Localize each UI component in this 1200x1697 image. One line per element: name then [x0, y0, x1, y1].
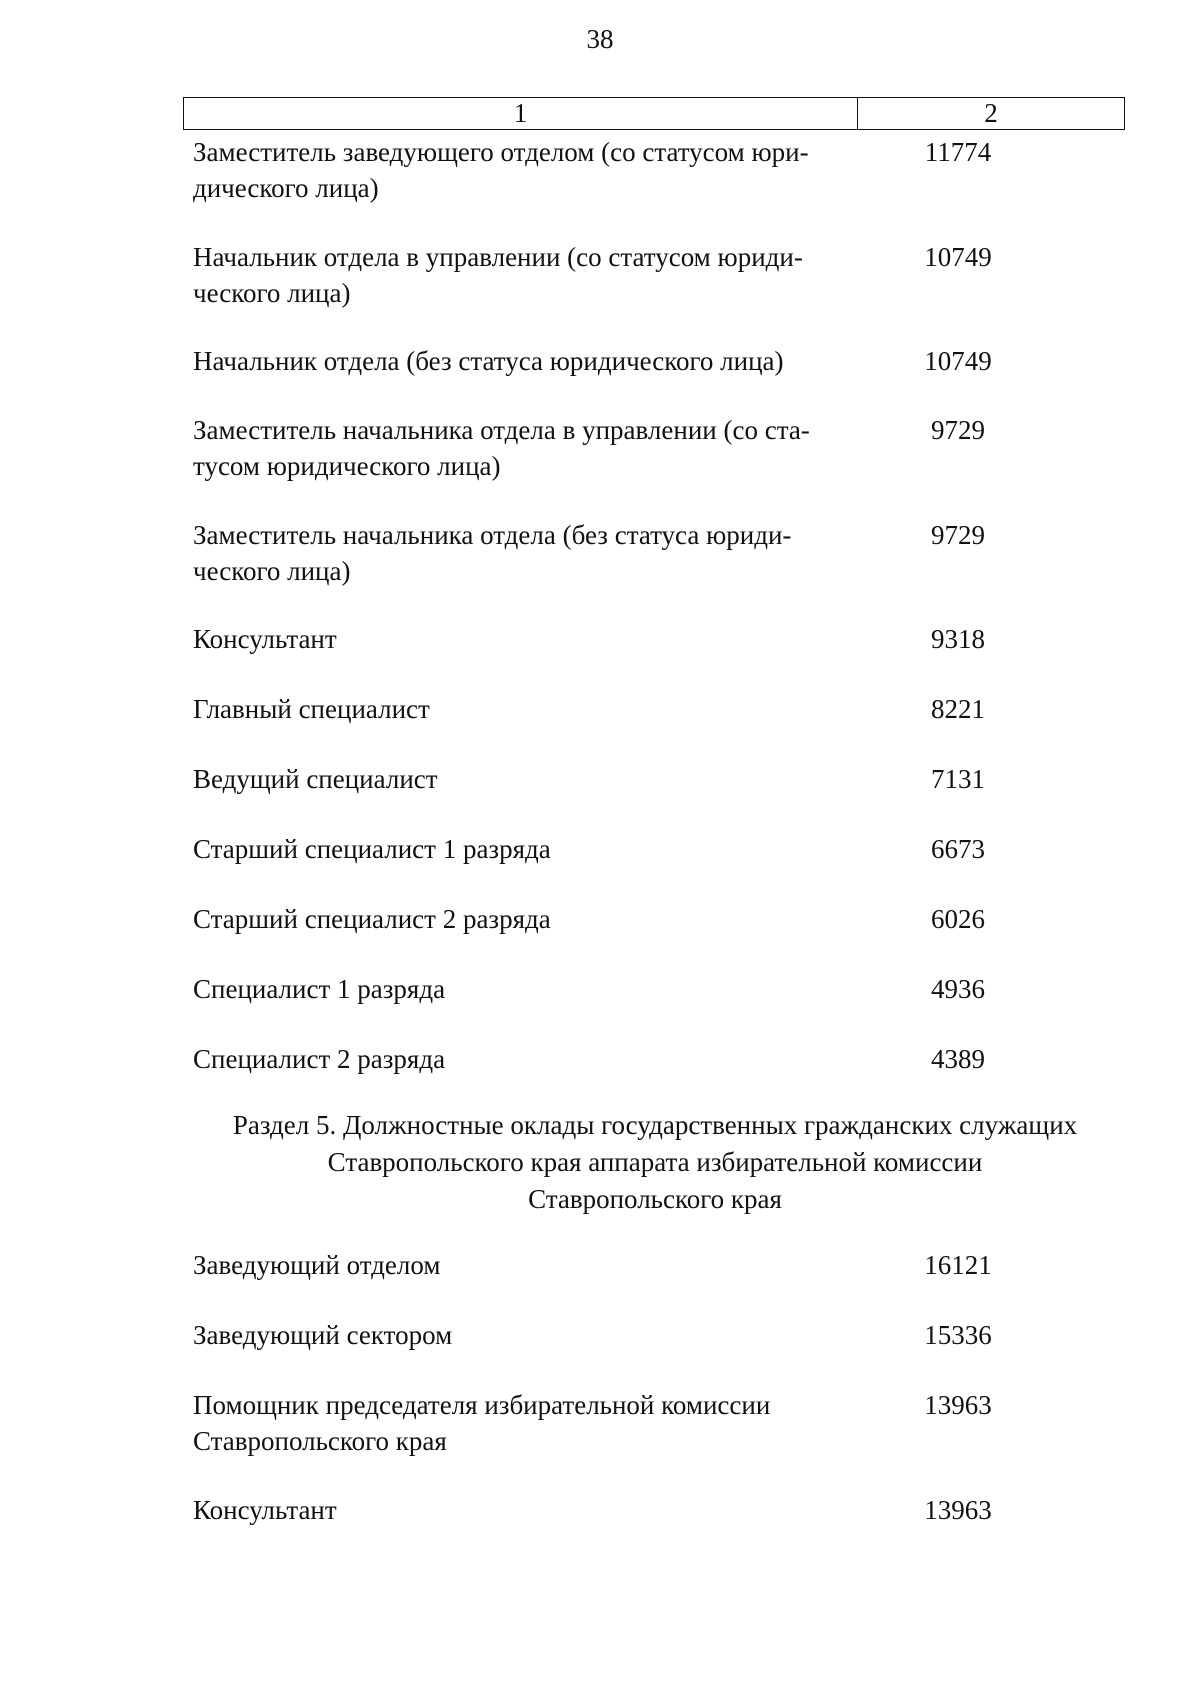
salary-value: 9318 [931, 624, 985, 654]
position-title: Главный специалист [193, 694, 430, 724]
position-title: Заведующий сектором [193, 1320, 453, 1350]
table-row [193, 621, 1043, 657]
position-title: Старший специалист 1 разряда [193, 834, 551, 864]
table-row [193, 1492, 1043, 1528]
table-row [193, 343, 1043, 379]
position-title: Специалист 2 разряда [193, 1044, 446, 1074]
salary-value: 6026 [931, 904, 985, 934]
table-row [193, 1317, 1043, 1353]
salary-value: 11774 [924, 137, 992, 167]
salary-value: 13963 [924, 1495, 992, 1525]
table-header-col-1: 1 [184, 98, 858, 129]
table-row [193, 761, 1043, 797]
salary-value: 8221 [931, 694, 985, 724]
section-heading: Раздел 5. Должностные оклады государственных гражданских служащих Ставропольского края аппарата избирательной комиссии Ставропольского края [232, 1110, 1078, 1214]
salary-value: 4936 [931, 974, 985, 1004]
position-title: Заместитель начальника отдела в управлении (со ста- тусом юридического лица) [193, 415, 810, 481]
salary-value: 15336 [924, 1320, 992, 1350]
salary-value: 16121 [924, 1250, 992, 1280]
table-header [183, 97, 1125, 130]
position-title: Заместитель заведующего отделом (со статусом юри- дического лица) [193, 137, 809, 203]
table-row [193, 1247, 1043, 1283]
position-title: Старший специалист 2 разряда [193, 904, 551, 934]
salary-value: 10749 [924, 242, 992, 272]
salary-value: 9729 [931, 520, 985, 550]
table-row [193, 412, 1043, 484]
table-row [193, 1041, 1043, 1077]
position-title: Заместитель начальника отдела (без статуса юриди- ческого лица) [193, 520, 792, 586]
table-row [193, 971, 1043, 1007]
position-title: Заведующий отделом [193, 1250, 441, 1280]
position-title: Специалист 1 разряда [193, 974, 446, 1004]
table-row [193, 831, 1043, 867]
position-title: Ведущий специалист [193, 764, 438, 794]
table-row [193, 517, 1043, 589]
table-row [193, 691, 1043, 727]
position-title: Начальник отдела в управлении (со статусом юриди- ческого лица) [193, 242, 803, 308]
table-row [193, 239, 1043, 311]
position-title: Начальник отдела (без статуса юридического лица) [193, 346, 784, 376]
position-title: Помощник председателя избирательной комиссии Ставропольского края [193, 1390, 771, 1456]
salary-value: 13963 [924, 1390, 992, 1420]
table-row [193, 134, 1043, 206]
salary-value: 7131 [931, 764, 985, 794]
position-title: Консультант [193, 624, 337, 654]
salary-value: 4389 [931, 1044, 985, 1074]
position-title: Консультант [193, 1495, 337, 1525]
table-header-col-2: 2 [984, 98, 998, 128]
salary-value: 6673 [931, 834, 985, 864]
table-row [193, 1387, 1043, 1459]
table-row [193, 901, 1043, 937]
salary-value: 10749 [924, 346, 992, 376]
salary-value: 9729 [931, 415, 985, 445]
page-number: 38 [586, 24, 614, 54]
